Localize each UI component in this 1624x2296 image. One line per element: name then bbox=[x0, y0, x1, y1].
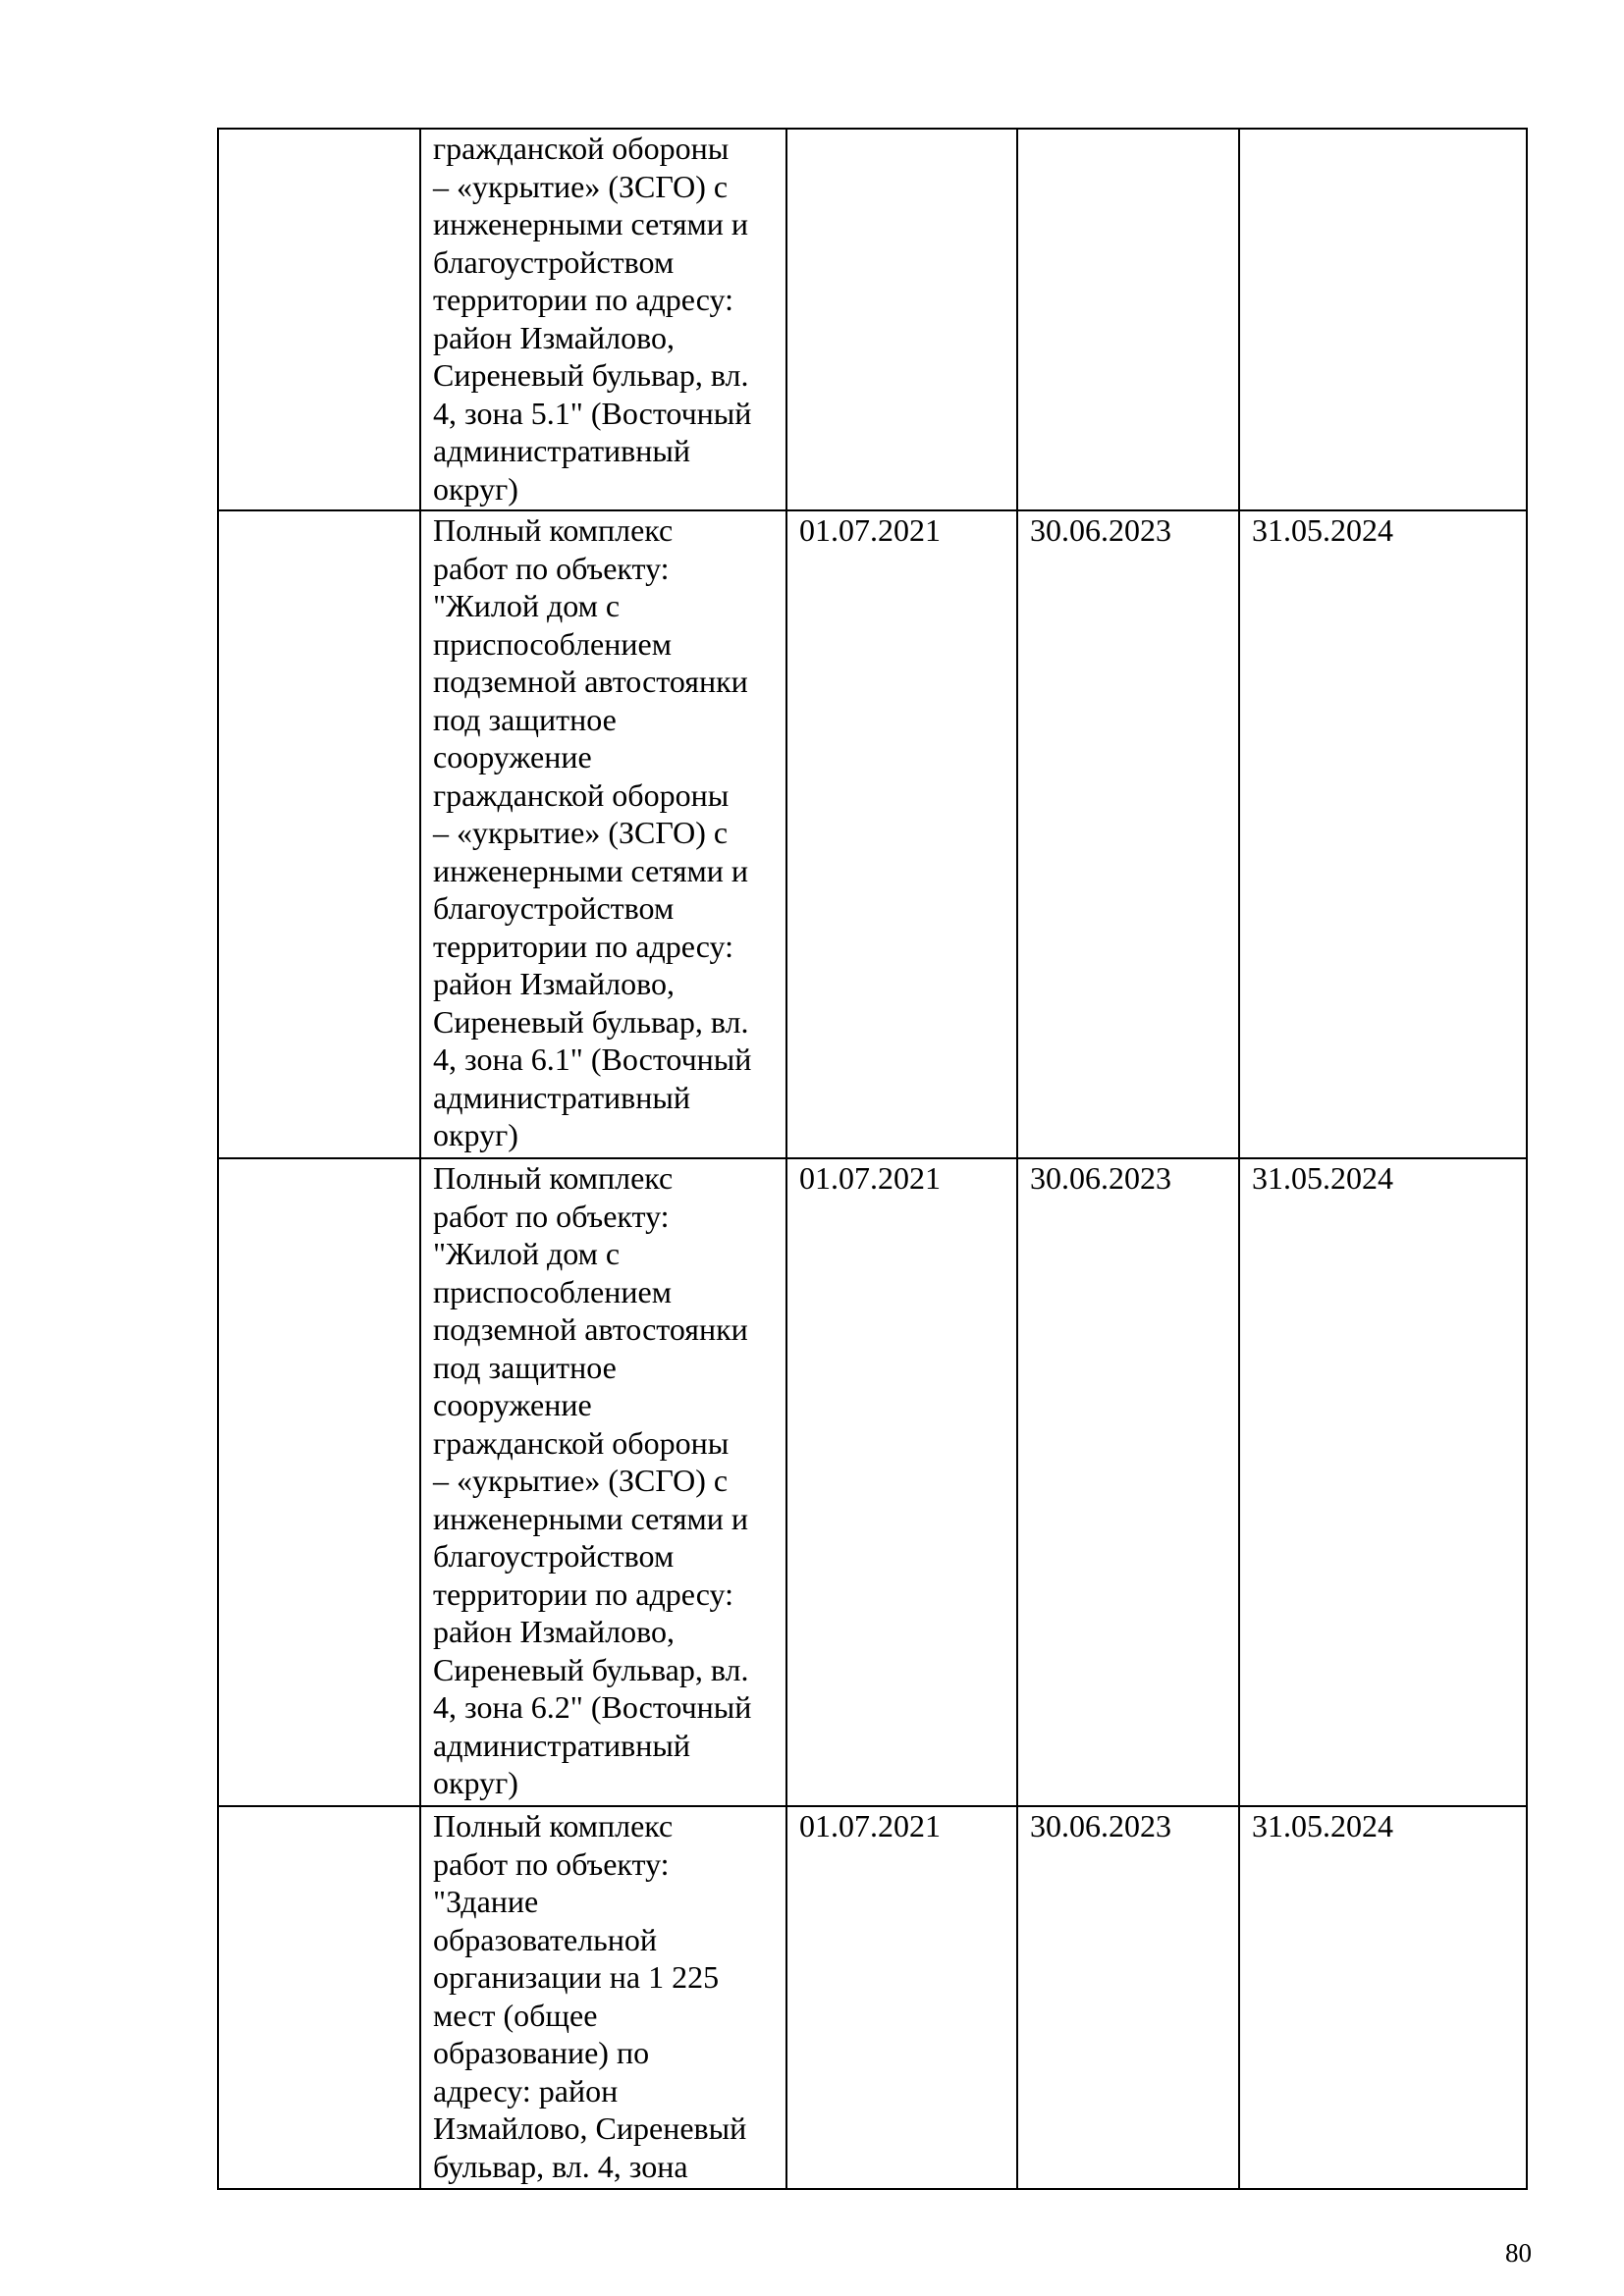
row-number-cell bbox=[218, 510, 420, 1158]
start-date-cell: 01.07.2021 bbox=[786, 1158, 1017, 1806]
work-description: Полный комплекс работ по объекту: "Жилой дом с приспособлением подземной автостоянки под защитное сооружение гражданской обороны – «укрытие» (ЗСГО) с инженерными сетями и благоустройством территории по адресу: район Измайлово, Сиреневый бульвар, вл. 4, зона 6.1" (Восточный административный округ) bbox=[433, 512, 752, 1152]
work-description-cell bbox=[420, 510, 786, 1158]
table-row bbox=[218, 510, 1527, 1158]
table-row bbox=[218, 1158, 1527, 1806]
deadline-cell: 31.05.2024 bbox=[1239, 1158, 1527, 1806]
table-row bbox=[218, 129, 1527, 510]
table-row bbox=[218, 1806, 1527, 2189]
row-number-cell bbox=[218, 1158, 420, 1806]
row-number-cell bbox=[218, 1806, 420, 2189]
end-date-cell bbox=[1017, 129, 1239, 510]
work-description: Полный комплекс работ по объекту: "Жилой дом с приспособлением подземной автостоянки под защитное сооружение гражданской обороны – «укрытие» (ЗСГО) с инженерными сетями и благоустройством территории по адресу: район Измайлово, Сиреневый бульвар, вл. 4, зона 6.2" (Восточный административный округ) bbox=[433, 1160, 752, 1800]
start-date-cell bbox=[786, 129, 1017, 510]
row-number-cell bbox=[218, 129, 420, 510]
work-description-cell bbox=[420, 129, 786, 510]
deadline-cell bbox=[1239, 129, 1527, 510]
work-description: гражданской обороны – «укрытие» (ЗСГО) с инженерными сетями и благоустройством территории по адресу: район Измайлово, Сиреневый бульвар, вл. 4, зона 5.1" (Восточный административный округ) bbox=[433, 131, 752, 507]
end-date-cell: 30.06.2023 bbox=[1017, 1158, 1239, 1806]
deadline-cell: 31.05.2024 bbox=[1239, 1806, 1527, 2189]
end-date-cell: 30.06.2023 bbox=[1017, 1806, 1239, 2189]
deadline-cell: 31.05.2024 bbox=[1239, 510, 1527, 1158]
start-date-cell: 01.07.2021 bbox=[786, 1806, 1017, 2189]
work-description-cell bbox=[420, 1806, 786, 2189]
work-description: Полный комплекс работ по объекту: "Здание образовательной организации на 1 225 мест (общее образование) по адресу: район Измайлово, Сиреневый бульвар, вл. 4, зона bbox=[433, 1808, 747, 2184]
end-date-cell: 30.06.2023 bbox=[1017, 510, 1239, 1158]
page-number: 80 bbox=[1505, 2238, 1532, 2268]
works-table bbox=[217, 128, 1528, 2190]
work-description-cell bbox=[420, 1158, 786, 1806]
start-date-cell: 01.07.2021 bbox=[786, 510, 1017, 1158]
